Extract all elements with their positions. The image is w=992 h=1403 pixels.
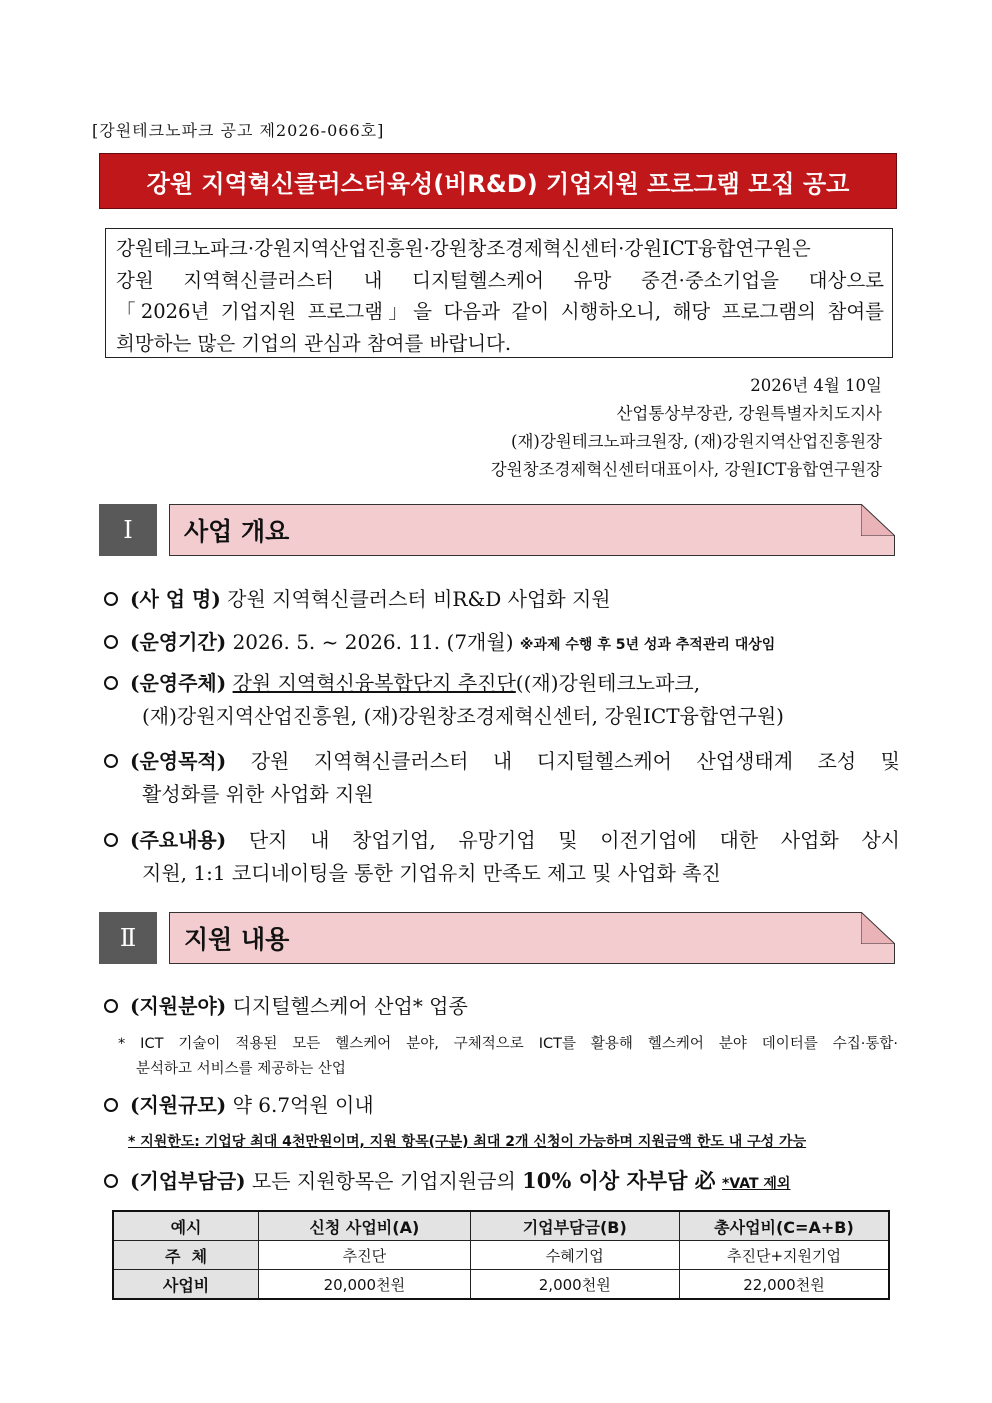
page-fold-icon [861, 912, 895, 944]
field-footnote [118, 1032, 898, 1082]
overview-item-purpose [104, 745, 900, 811]
table-row [113, 1241, 889, 1270]
notice-date: 2026년 4월 10일 [750, 376, 882, 395]
self-burden-emphasis: 10% 이상 자부담 必 [522, 1168, 716, 1193]
item-text: (재)강원지역산업진흥원, (재)강원창조경제혁신센터, 강원ICT융합연구원) [142, 704, 784, 728]
item-text: 활성화를 위한 사업화 지원 [142, 782, 374, 806]
row-header-cell: 주 체 [113, 1241, 259, 1270]
section-title: 사업 개요 [169, 504, 895, 556]
item-text: ((재)강원테크노파크, [515, 671, 701, 695]
item-label: (지원분야) [130, 994, 227, 1018]
table-cell: 20,000천원 [259, 1270, 470, 1300]
table-header-row [113, 1211, 889, 1241]
item-label: (사 업 명) [130, 587, 221, 611]
item-text: 지원, 1:1 코디네이팅을 통한 기업유치 만족도 제고 및 사업화 촉진 [142, 861, 721, 885]
bullet-icon [104, 676, 118, 690]
notice-number: [강원테크노파크 공고 제2026-066호] [92, 121, 385, 140]
bullet-icon [104, 833, 118, 847]
bullet-icon [104, 1098, 118, 1112]
item-text: 모든 지원항목은 기업지원금의 [245, 1169, 523, 1193]
item-text: 강원 지역혁신클러스터 비R&D 사업화 지원 [220, 587, 611, 611]
intro-box [105, 228, 893, 358]
example-table [112, 1210, 890, 1300]
overview-item-name [104, 583, 900, 616]
bullet-icon [104, 592, 118, 606]
section-number: Ⅰ [99, 504, 157, 556]
item-label: (기업부담금) [130, 1169, 246, 1193]
item-text: 강원 지역혁신클러스터 내 디지털헬스케어 산업생태계 조성 및 [226, 749, 900, 773]
signatory-line: 산업통상부장관, 강원특별자치도지사 [616, 404, 882, 423]
intro-line: 강원 지역혁신클러스터 내 디지털헬스케어 유망 중견·중소기업을 대상으로 [116, 268, 884, 292]
table-header-cell: 예시 [113, 1211, 259, 1241]
footnote-line: 분석하고 서비스를 제공하는 산업 [136, 1061, 346, 1077]
signatory-line: 강원창조경제혁신센터대표이사, 강원ICT융합연구원장 [490, 460, 882, 479]
tracking-note: ※과제 수행 후 5년 성과 추적관리 대상임 [519, 637, 776, 653]
section-number: Ⅱ [99, 912, 157, 964]
intro-line: 희망하는 많은 기업의 관심과 참여를 바랍니다. [116, 331, 512, 355]
operator-name: 강원 지역혁신융복합단지 추진단 [232, 671, 516, 695]
row-header-cell: 사업비 [113, 1270, 259, 1300]
section-title: 지원 내용 [169, 912, 895, 964]
item-label: (주요내용) [130, 828, 227, 852]
item-text: 단지 내 창업기업, 유망기업 및 이전기업에 대한 사업화 상시 [226, 828, 900, 852]
support-item-burden [104, 1164, 900, 1201]
item-text: 디지털헬스케어 산업* 업종 [226, 994, 468, 1018]
support-item-field [104, 990, 900, 1023]
overview-item-operator [104, 667, 900, 733]
bullet-icon [104, 999, 118, 1013]
table-header-cell: 신청 사업비(A) [259, 1211, 470, 1241]
limit-note: * 지원한도: 기업당 최대 4천만원이며, 지원 항목(구분) 최대 2개 신청이 가능하며 지원금액 한도 내 구성 가능 [128, 1134, 807, 1150]
footnote-line: * ICT 기술이 적용된 모든 헬스케어 분야, 구체적으로 ICT를 활용해 헬스케어 분야 데이터를 수집·통합· [118, 1036, 898, 1052]
item-label: (지원규모) [130, 1093, 227, 1117]
bullet-icon [104, 1174, 118, 1188]
item-label: (운영주체) [130, 671, 227, 695]
bullet-icon [104, 754, 118, 768]
table-cell: 2,000천원 [470, 1270, 679, 1300]
page-title: 강원 지역혁신클러스터육성(비R&D) 기업지원 프로그램 모집 공고 [99, 153, 897, 209]
table-header-cell: 총사업비(C=A+B) [679, 1211, 889, 1241]
item-label: (운영기간) [130, 630, 227, 654]
vat-note: *VAT 제외 [722, 1176, 791, 1192]
page-fold-icon [861, 504, 895, 536]
table-row [113, 1270, 889, 1300]
item-text: 약 6.7억원 이내 [226, 1093, 374, 1117]
signatory-line: (재)강원테크노파크원장, (재)강원지역산업진흥원장 [511, 432, 882, 451]
intro-line: 강원테크노파크·강원지역산업진흥원·강원창조경제혁신센터·강원ICT융합연구원은 [116, 237, 811, 260]
overview-item-content [104, 824, 900, 890]
intro-line: 「2026년 기업지원 프로그램」을 다음과 같이 시행하오니, 해당 프로그램의 참여를 [116, 300, 884, 323]
table-cell: 수혜기업 [470, 1241, 679, 1270]
overview-item-period [104, 626, 900, 662]
table-cell: 추진단+지원기업 [679, 1241, 889, 1270]
bullet-icon [104, 635, 118, 649]
table-cell: 22,000천원 [679, 1270, 889, 1300]
item-text: 2026. 5. ~ 2026. 11. (7개월) [226, 630, 520, 654]
table-header-cell: 기업부담금(B) [470, 1211, 679, 1241]
support-item-scale [104, 1089, 900, 1122]
table-cell: 추진단 [259, 1241, 470, 1270]
item-label: (운영목적) [130, 749, 227, 773]
